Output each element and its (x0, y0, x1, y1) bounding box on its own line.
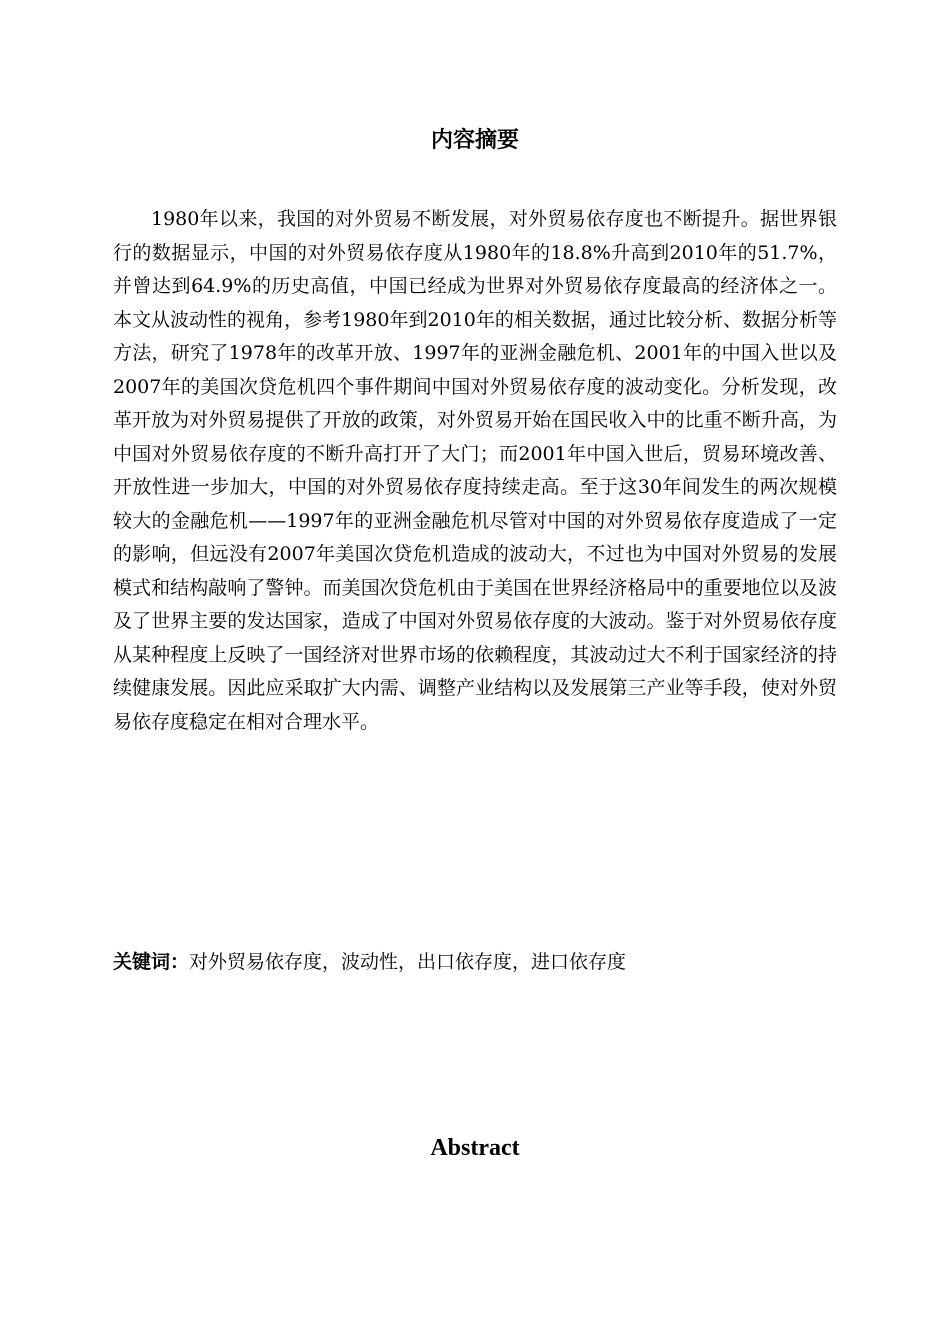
abstract-body: 1980年以来，我国的对外贸易不断发展，对外贸易依存度也不断提升。据世界银行的数据显示，中国的对外贸易依存度从1980年的18.8%升高到2010年的51.7%，并曾达到64.9%的历史高值，中国已经成为世界对外贸易依存度最高的经济体之一。本文从波动性的视角，参考1980年到2010年的相关数据，通过比较分析、数据分析等方法，研究了1978年的改革开放、1997年的亚洲金融危机、2001年的中国入世以及2007年的美国次贷危机四个事件期间中国对外贸易依存度的波动变化。分析发现，改革开放为对外贸易提供了开放的政策，对外贸易开始在国民收入中的比重不断升高，为中国对外贸易依存度的不断升高打开了大门；而2001年中国入世后，贸易环境改善、开放性进一步加大，中国的对外贸易依存度持续走高。至于这30年间发生的两次规模较大的金融危机——1997年的亚洲金融危机尽管对中国的对外贸易依存度造成了一定的影响，但远没有2007年美国次贷危机造成的波动大，不过也为中国对外贸易的发展模式和结构敲响了警钟。而美国次贷危机由于美国在世界经济格局中的重要地位以及波及了世界主要的发达国家，造成了中国对外贸易依存度的大波动。鉴于对外贸易依存度从某种程度上反映了一国经济对世界市场的依赖程度，其波动过大不利于国家经济的持续健康发展。因此应采取扩大内需、调整产业结构以及发展第三产业等手段，使对外贸易依存度稳定在相对合理水平。 (113, 208, 837, 733)
keywords-line (113, 947, 837, 978)
keywords-text: 对外贸易依存度，波动性，出口依存度，进口依存度 (189, 951, 627, 973)
abstract-title-chinese: 内容摘要 (430, 128, 519, 153)
abstract-title-english: Abstract (430, 1135, 520, 1161)
keywords-label: 关键词： (113, 951, 190, 973)
